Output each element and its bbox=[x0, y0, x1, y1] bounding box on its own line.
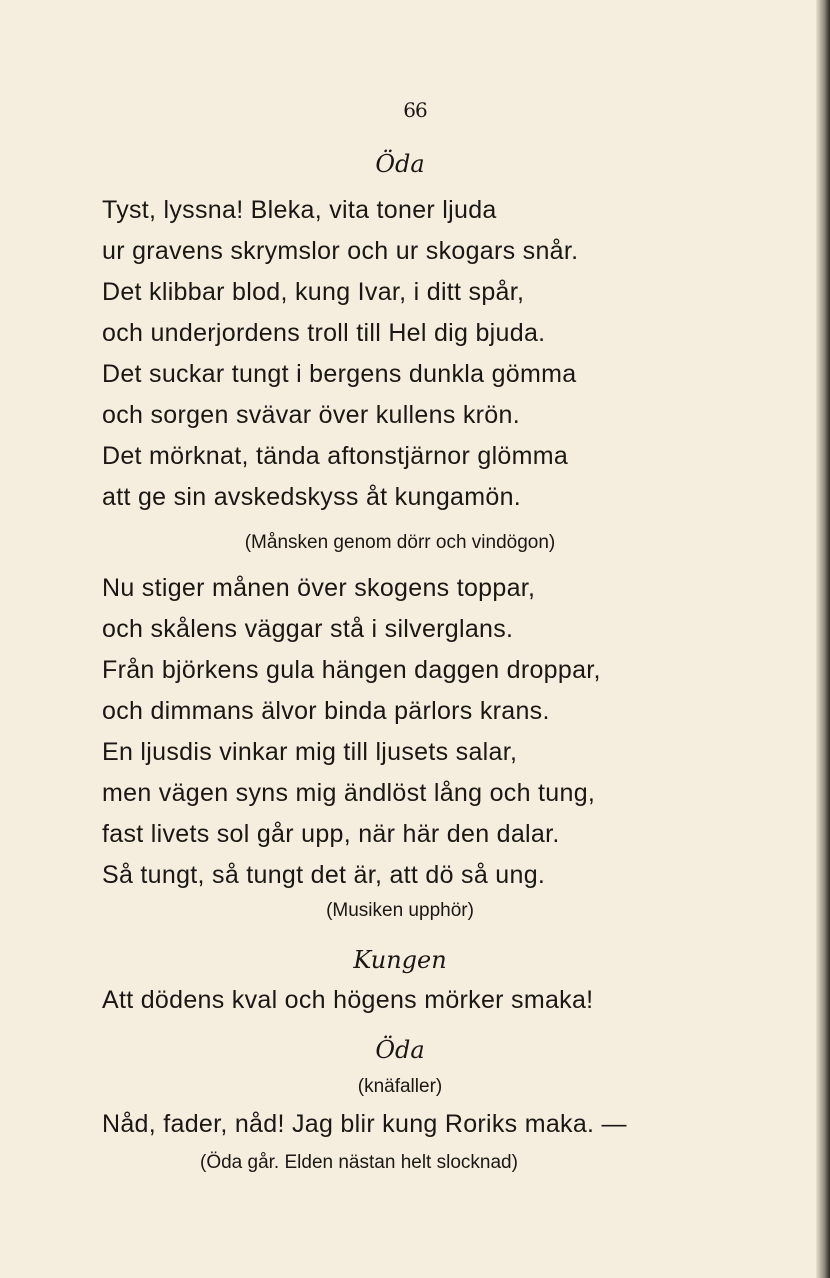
stage-direction: (knäfaller) bbox=[357, 1076, 443, 1097]
verse-line: och skålens väggar stå i silverglans. bbox=[102, 615, 514, 643]
speaker-oda: Öda bbox=[375, 150, 425, 178]
verse-line: Tyst, lyssna! Bleka, vita toner ljuda bbox=[102, 196, 497, 224]
page-edge bbox=[816, 0, 830, 1278]
stage-direction: (Öda går. Elden nästan helt slocknad) bbox=[200, 1152, 518, 1173]
verse-line: men vägen syns mig ändlöst lång och tung, bbox=[102, 779, 596, 807]
page-number: 66 bbox=[403, 98, 427, 122]
verse-line: En ljusdis vinkar mig till ljusets salar, bbox=[102, 738, 518, 766]
verse-line: Det mörknat, tända aftonstjärnor glömma bbox=[102, 442, 569, 470]
stage-direction: (Månsken genom dörr och vindögon) bbox=[244, 532, 556, 553]
verse-line: att ge sin avskedskyss åt kungamön. bbox=[102, 483, 522, 511]
verse-line: fast livets sol går upp, när här den dalar. bbox=[102, 820, 560, 848]
verse-line: och sorgen svävar över kullens krön. bbox=[102, 401, 520, 429]
oda-line: Nåd, fader, nåd! Jag blir kung Roriks maka. — bbox=[102, 1110, 627, 1138]
verse-line: och underjordens troll till Hel dig bjuda. bbox=[102, 319, 546, 347]
kungen-line: Att dödens kval och högens mörker smaka! bbox=[102, 986, 594, 1014]
verse-stanza-1 bbox=[102, 190, 578, 518]
stage-direction: (Musiken upphör) bbox=[326, 900, 474, 921]
verse-line: Så tungt, så tungt det är, att dö så ung. bbox=[102, 861, 546, 889]
verse-line: Det klibbar blod, kung Ivar, i ditt spår, bbox=[102, 278, 525, 306]
verse-line: och dimmans älvor binda pärlors krans. bbox=[102, 697, 550, 725]
verse-line: Det suckar tungt i bergens dunkla gömma bbox=[102, 360, 577, 388]
speaker-kungen: Kungen bbox=[353, 946, 447, 974]
verse-line: Från björkens gula hängen daggen droppar, bbox=[102, 656, 601, 684]
verse-stanza-2 bbox=[102, 568, 601, 896]
verse-line: ur gravens skrymslor och ur skogars snår. bbox=[102, 237, 579, 265]
speaker-oda: Öda bbox=[375, 1036, 425, 1064]
verse-line: Nu stiger månen över skogens toppar, bbox=[102, 574, 536, 602]
